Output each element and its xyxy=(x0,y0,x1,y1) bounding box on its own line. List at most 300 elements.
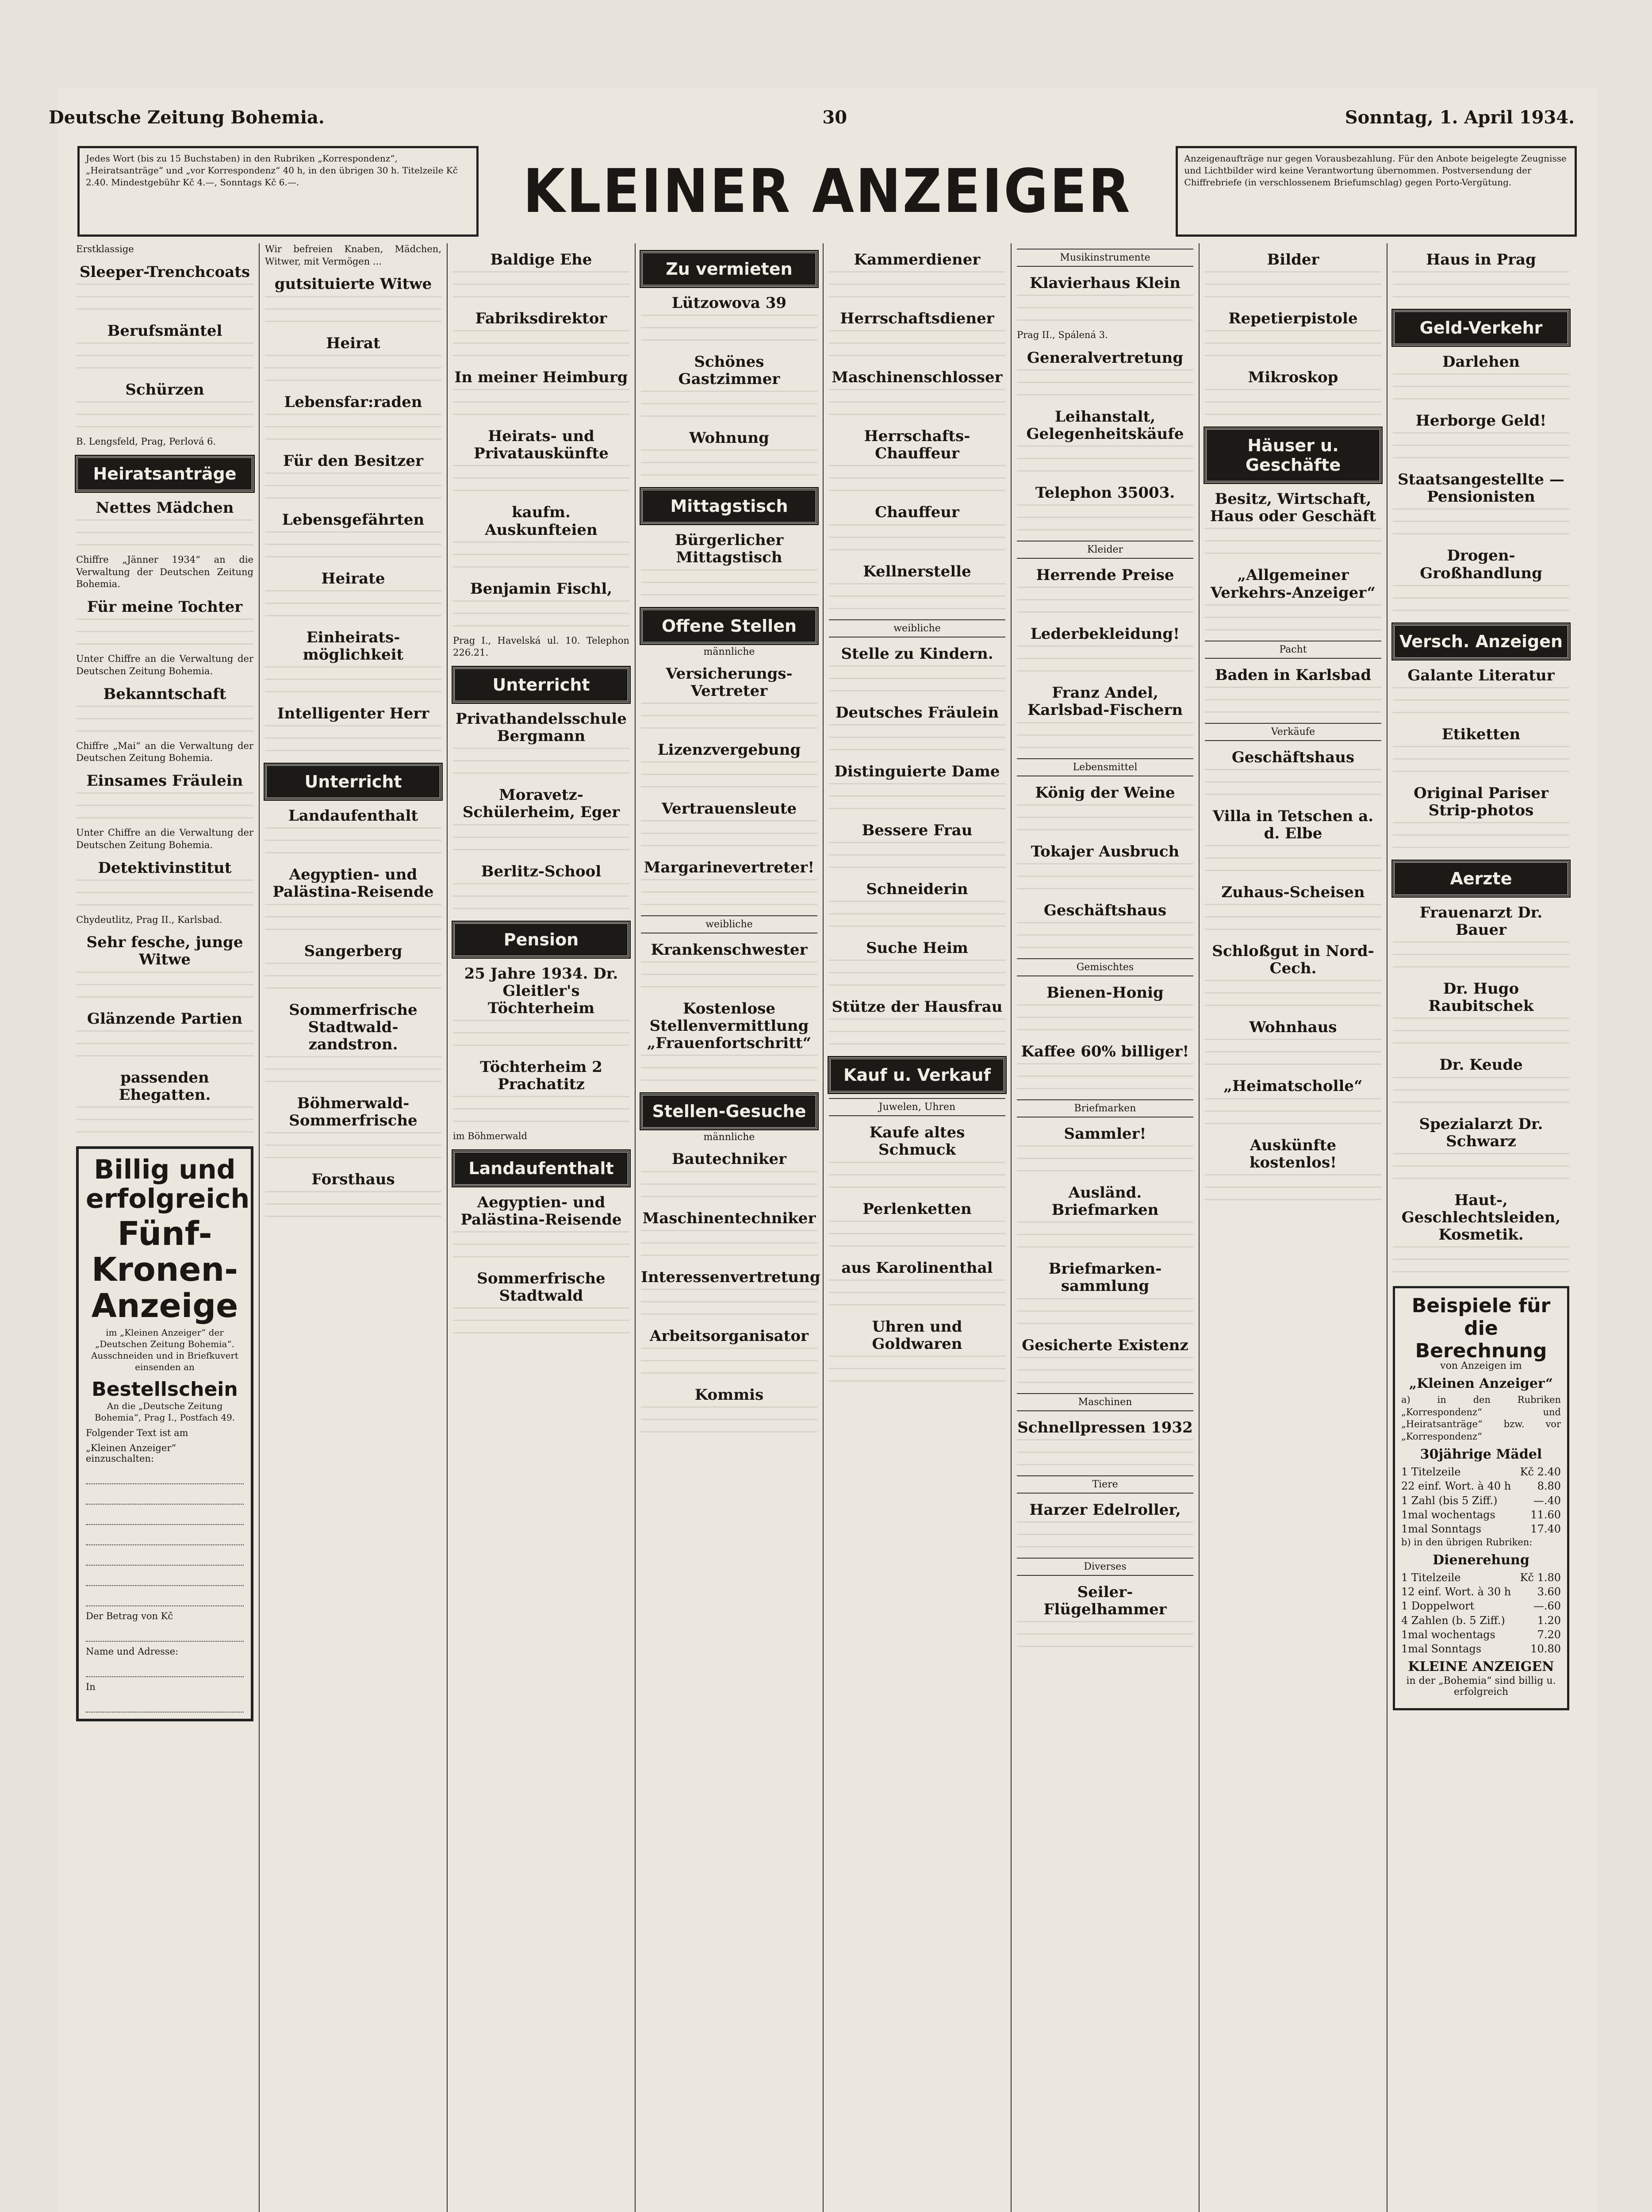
ad-headline: Original Pariser Strip-photos xyxy=(1414,784,1549,819)
ad-body-filler xyxy=(76,342,253,373)
ad-body-filler xyxy=(265,666,441,697)
promo-line2: Fünf-Kronen-Anzeige xyxy=(91,1214,238,1325)
rubric-subheader: männliche xyxy=(703,1132,755,1143)
ad-body-filler xyxy=(1205,528,1381,559)
examples-note-2: b) in den übrigen Rubriken: xyxy=(1401,1536,1533,1548)
order-text-line[interactable] xyxy=(86,1525,244,1545)
rubric-subheader: Briefmarken xyxy=(1017,1099,1193,1118)
ad-body-filler xyxy=(76,792,253,823)
ad-body-filler xyxy=(641,1171,817,1202)
ad-body-filler xyxy=(1205,1174,1381,1205)
ad-headline: Berufsmäntel xyxy=(107,322,222,340)
ad-body-filler xyxy=(1017,1621,1193,1652)
ad-body-filler xyxy=(829,583,1005,614)
ad-headline: Herrschaftsdiener xyxy=(840,310,994,328)
ad-body-filler xyxy=(76,972,253,1002)
calc-row xyxy=(1401,1465,1561,1479)
ad-headline: Auskünfte kostenlos! xyxy=(1249,1136,1337,1171)
ad-headline: Chauffeur xyxy=(875,503,959,522)
ad-headline: Mikroskop xyxy=(1248,369,1338,387)
order-fill-line[interactable] xyxy=(86,1621,244,1642)
ad-body-filler xyxy=(829,1162,1005,1193)
calc-label: 1mal Sonntags xyxy=(1401,1523,1482,1536)
ad-body-filler xyxy=(1017,445,1193,476)
five-crown-ad-promo xyxy=(76,1146,253,1722)
ad-headline: Für meine Tochter xyxy=(87,598,243,616)
ad-headline: Sangerberg xyxy=(304,942,402,960)
ad-body-filler xyxy=(265,963,441,994)
ad-headline: passenden Ehegatten. xyxy=(119,1068,211,1104)
ad-headline: Schönes Gastzimmer xyxy=(678,353,780,388)
order-fill-line[interactable] xyxy=(86,1657,244,1677)
ad-body-filler xyxy=(76,706,253,737)
section-title: KLEINER ANZEIGER xyxy=(523,156,1131,227)
ad-body-filler xyxy=(1017,645,1193,676)
ad-body-filler xyxy=(1017,295,1193,326)
ad-column xyxy=(259,243,447,2212)
ad-headline: Darlehen xyxy=(1442,353,1520,371)
ad-body-filler xyxy=(76,618,253,649)
ad-body-filler xyxy=(453,541,629,572)
rubric-subheader: Maschinen xyxy=(1017,1393,1193,1411)
order-text-label: Folgender Text ist am xyxy=(86,1428,188,1439)
calc-row xyxy=(1401,1585,1561,1599)
calc-row xyxy=(1401,1522,1561,1536)
ad-body-filler xyxy=(641,1289,817,1320)
ad-text: Unter Chiffre an die Verwaltung der Deutschen Zeitung Bohemia. xyxy=(76,653,253,676)
ad-body-filler xyxy=(453,1096,629,1127)
ad-headline: Für den Besitzer xyxy=(283,452,423,470)
calc-value: —.40 xyxy=(1533,1494,1561,1507)
ad-body-filler xyxy=(1017,1439,1193,1470)
ad-headline: Sammler! xyxy=(1064,1125,1146,1143)
ad-headline: Lederbekleidung! xyxy=(1030,625,1180,643)
ad-columns xyxy=(71,243,1575,2212)
ad-headline: Haus in Prag xyxy=(1426,251,1536,269)
rubric-header: Stellen-Gesuche xyxy=(641,1094,817,1129)
calc-label: 4 Zahlen (b. 5 Ziff.) xyxy=(1401,1614,1505,1627)
ad-headline: Schneiderin xyxy=(866,880,968,899)
ad-body-filler xyxy=(76,1106,253,1137)
order-fill-line[interactable] xyxy=(86,1692,244,1713)
ad-body-filler xyxy=(1017,1063,1193,1094)
running-head xyxy=(49,104,1575,131)
price-info-box: Jedes Wort (bis zu 15 Buchstaben) in den Rubriken „Korrespondenz“, „Heiratsanträge“ und „vor Korrespondenz“ 40 h, in den übrigen 30 h. Titelzeile Kč 2.40. Mindestgebühr Kč 4.—, Sonntags Kč 6.—. xyxy=(77,146,479,237)
ad-body-filler xyxy=(265,414,441,445)
ad-body-filler xyxy=(829,1018,1005,1049)
ad-headline: Berlitz-School xyxy=(481,862,602,880)
order-text-line[interactable] xyxy=(86,1464,244,1484)
ad-body-filler xyxy=(453,271,629,302)
ad-headline: Landaufenthalt xyxy=(288,807,418,825)
ad-headline: Drogen-Großhandlung xyxy=(1420,547,1542,582)
calc-label: 1 Doppelwort xyxy=(1401,1600,1475,1613)
rubric-header: Zu vermieten xyxy=(641,251,817,287)
ad-headline: Franz Andel, Karlsbad-Fischern xyxy=(1027,684,1183,719)
ad-headline: Uhren und Goldwaren xyxy=(872,1317,962,1353)
ad-headline: Versicherungs-Vertreter xyxy=(666,664,793,700)
ad-body-filler xyxy=(829,960,1005,991)
ad-headline: Herrschafts-Chauffeur xyxy=(864,427,970,463)
ad-body-filler xyxy=(265,725,441,756)
ad-text: Prag II., Spálená 3. xyxy=(1017,330,1108,341)
ad-body-filler xyxy=(1393,373,1569,404)
terms-info-box: Anzeigenaufträge nur gegen Vorausbezahlung. Für den Anbote beigelegte Zeugnisse und Lichtbilder wird keine Verantwortung übernommen. Postversendung der Chiffrebriefe (in verschlossenem Briefumschlag) gegen Porto-Vergütung. xyxy=(1176,146,1577,237)
ad-headline: In meiner Heimburg xyxy=(454,369,628,387)
ad-headline: Geschäftshaus xyxy=(1043,901,1167,919)
calc-label: 1 Titelzeile xyxy=(1401,1571,1461,1584)
ad-body-filler xyxy=(641,879,817,910)
ad-headline: Bautechniker xyxy=(672,1150,786,1168)
calc-row xyxy=(1401,1479,1561,1493)
ad-body-filler xyxy=(453,1231,629,1262)
ad-body-filler xyxy=(829,330,1005,361)
calc-value: 10.80 xyxy=(1530,1643,1561,1655)
ad-headline: Arbeitsorganisator xyxy=(650,1327,809,1345)
ad-body-filler xyxy=(641,703,817,733)
ad-body-filler xyxy=(1017,587,1193,618)
calc-value: 7.20 xyxy=(1537,1628,1561,1641)
ad-body-filler xyxy=(1205,330,1381,361)
ad-headline: Kellnerstelle xyxy=(863,562,971,580)
ad-body-filler xyxy=(1393,1153,1569,1184)
ad-headline: Maschinenschlosser xyxy=(832,369,1003,387)
ad-body-filler xyxy=(1017,722,1193,753)
calc-value: 11.60 xyxy=(1530,1509,1561,1521)
ad-headline: Briefmarken-sammlung xyxy=(1048,1260,1162,1295)
ad-headline: Forsthaus xyxy=(311,1171,395,1189)
rubric-header: Mittagstisch xyxy=(641,488,817,524)
order-text-line[interactable] xyxy=(86,1586,244,1606)
ad-body-filler xyxy=(641,961,817,992)
ad-headline: 25 Jahre 1934. Dr. Gleitler's Töchterheim xyxy=(464,964,618,1017)
ad-headline: „Allgemeiner Verkehrs-Anzeiger“ xyxy=(1211,566,1376,602)
ad-body-filler xyxy=(829,524,1005,555)
ad-body-filler xyxy=(1017,1145,1193,1176)
ad-headline: Bekanntschaft xyxy=(103,685,226,703)
ad-headline: Galante Literatur xyxy=(1407,666,1555,684)
rubric-header: Pension xyxy=(453,922,629,957)
ad-headline: Distinguierte Dame xyxy=(834,762,1000,780)
ad-headline: Stütze der Hausfrau xyxy=(832,998,1003,1016)
ad-body-filler xyxy=(641,1348,817,1379)
rubric-subheader: Kleider xyxy=(1017,541,1193,559)
rubric-header: Häuser u. Geschäfte xyxy=(1205,428,1381,483)
ad-body-filler xyxy=(1205,980,1381,1011)
ad-headline: Privathandelsschule Bergmann xyxy=(456,710,627,745)
ad-body-filler xyxy=(265,296,441,327)
ad-headline: Kammerdiener xyxy=(854,251,981,269)
ad-body-filler xyxy=(453,465,629,496)
ad-headline: Herborge Geld! xyxy=(1415,412,1547,430)
ad-headline: Lebensgefährten xyxy=(282,511,425,529)
ad-headline: Ausländ. Briefmarken xyxy=(1051,1184,1159,1219)
ad-body-filler xyxy=(641,1230,817,1261)
ad-body-filler xyxy=(76,401,253,432)
rubric-header: Aerzte xyxy=(1393,861,1569,896)
ad-text: B. Lengsfeld, Prag, Perlová 6. xyxy=(76,436,216,447)
ad-headline: Bilder xyxy=(1267,251,1319,269)
ad-body-filler xyxy=(1017,922,1193,953)
ad-body-filler xyxy=(76,1030,253,1061)
ad-headline: Heirats- und Privatauskünfte xyxy=(474,427,609,463)
calc-label: 22 einf. Wort. à 40 h xyxy=(1401,1480,1511,1493)
ad-body-filler xyxy=(1393,746,1569,777)
ad-headline: Leihanstalt, Gelegenheitskäufe xyxy=(1026,407,1184,443)
issue-date: Sonntag, 1. April 1934. xyxy=(1345,107,1575,128)
rubric-subheader: männliche xyxy=(703,646,755,657)
rubric-subheader: Tiere xyxy=(1017,1475,1193,1494)
ad-headline: Glänzende Partien xyxy=(87,1010,243,1028)
ad-headline: Dr. Hugo Raubitschek xyxy=(1428,980,1534,1015)
ad-headline: Deutsches Fräulein xyxy=(835,703,999,722)
ad-body-filler xyxy=(265,590,441,621)
ad-body-filler xyxy=(265,1132,441,1163)
ad-headline: Margarinevertreter! xyxy=(644,858,815,876)
ad-text: Wir befreien Knaben, Mädchen, Witwer, mit Vermögen ... xyxy=(265,244,441,267)
rubric-subheader: weibliche xyxy=(829,619,1005,637)
ad-headline: Baden in Karlsbad xyxy=(1215,666,1372,684)
ad-headline: Lizenzvergebung xyxy=(657,741,801,759)
ad-headline: Perlenketten xyxy=(862,1200,972,1218)
ad-body-filler xyxy=(829,389,1005,420)
order-text-line[interactable] xyxy=(86,1545,244,1566)
ad-headline: Wohnung xyxy=(689,429,769,447)
calc-value: 1.20 xyxy=(1537,1614,1561,1627)
ad-column xyxy=(1387,243,1575,2212)
ad-body-filler xyxy=(641,1055,817,1086)
ad-headline: Bienen-Honig xyxy=(1046,983,1164,1002)
rubric-header: Unterricht xyxy=(453,667,629,703)
ad-headline: Böhmerwald-Sommerfrische xyxy=(289,1094,418,1130)
ad-headline: Töchterheim 2 Prachatitz xyxy=(480,1058,602,1094)
calc-value: 17.40 xyxy=(1530,1523,1561,1536)
ad-column xyxy=(635,243,823,2212)
ad-headline: Maschinentechniker xyxy=(642,1209,816,1227)
examples-note: a) in den Rubriken „Korrespondenz“ und „Heiratsanträge“ bzw. vor „Korrespondenz“ xyxy=(1401,1394,1561,1442)
calc-row xyxy=(1401,1628,1561,1642)
ad-body-filler xyxy=(1205,687,1381,718)
rubric-subheader: Pacht xyxy=(1205,641,1381,659)
calc-label: 12 einf. Wort. à 30 h xyxy=(1401,1585,1511,1598)
ad-text: Unter Chiffre an die Verwaltung der Deutschen Zeitung Bohemia. xyxy=(76,827,253,850)
ad-body-filler xyxy=(1017,804,1193,835)
ad-body-filler xyxy=(829,783,1005,814)
ad-headline: Wohnhaus xyxy=(1249,1018,1337,1037)
ad-body-filler xyxy=(1205,845,1381,876)
ad-headline: Aegyptien- und Palästina-Reisende xyxy=(272,866,434,901)
ad-headline: Schloßgut in Nord-Cech. xyxy=(1212,942,1374,978)
order-text-line[interactable] xyxy=(86,1484,244,1505)
calc-value: Kč 1.80 xyxy=(1520,1571,1561,1584)
ad-headline: Sleeper-Trenchcoats xyxy=(79,263,250,281)
ad-headline: Haut-, Geschlechtsleiden, Kosmetik. xyxy=(1401,1191,1561,1244)
ad-text: Prag I., Havelská ul. 10. Telephon 226.21. xyxy=(453,635,629,658)
ad-headline: Repetierpistole xyxy=(1228,310,1358,328)
ad-text: Chiffre „Mai“ an die Verwaltung der Deutschen Zeitung Bohemia. xyxy=(76,740,253,764)
ad-text: Chydeutlitz, Prag II., Karlsbad. xyxy=(76,914,222,925)
ad-body-filler xyxy=(1393,508,1569,539)
ad-headline: Klavierhaus Klein xyxy=(1030,274,1181,292)
ad-body-filler xyxy=(76,519,253,550)
ad-headline: Sommerfrische Stadtwald-zandstron. xyxy=(289,1001,418,1053)
ad-headline: Geschäftshaus xyxy=(1231,748,1355,766)
rubric-header: Kauf u. Verkauf xyxy=(829,1057,1005,1093)
ad-headline: Frauenarzt Dr. Bauer xyxy=(1419,904,1543,939)
rubric-subheader: Lebensmittel xyxy=(1017,758,1193,776)
ad-headline: Etiketten xyxy=(1441,725,1521,743)
ad-headline: Einsames Fräulein xyxy=(86,772,243,790)
ad-body-filler xyxy=(76,879,253,910)
calc-label: 1mal wochentags xyxy=(1401,1509,1495,1521)
ad-body-filler xyxy=(641,1406,817,1437)
ad-headline: Aegyptien- und Palästina-Reisende xyxy=(460,1193,622,1229)
rubric-subheader: Musikinstrumente xyxy=(1017,249,1193,267)
ad-headline: „Heimatscholle“ xyxy=(1223,1077,1363,1095)
ad-column xyxy=(447,243,635,2212)
ad-body-filler xyxy=(1393,1246,1569,1277)
ad-body-filler xyxy=(265,531,441,562)
ad-headline: Kommis xyxy=(694,1386,764,1404)
ad-body-filler xyxy=(1205,1039,1381,1070)
ad-body-filler xyxy=(829,901,1005,932)
rubric-header: Landaufenthalt xyxy=(453,1151,629,1186)
ad-body-filler xyxy=(829,1356,1005,1386)
order-amount-label: Der Betrag von Kč xyxy=(86,1611,173,1622)
ad-headline: Nettes Mädchen xyxy=(96,499,234,517)
calc-label: 1 Titelzeile xyxy=(1401,1465,1461,1478)
calc-row xyxy=(1401,1508,1561,1522)
order-rubric-label: „Kleinen Anzeiger“ einzuschalten: xyxy=(86,1443,176,1464)
rubric-subheader: Juwelen, Uhren xyxy=(829,1098,1005,1116)
ad-column xyxy=(1011,243,1199,2212)
ad-body-filler xyxy=(1017,1298,1193,1329)
pricing-examples-box xyxy=(1393,1286,1569,1710)
ad-text: im Böhmerwald xyxy=(453,1131,527,1142)
ad-headline: Gesicherte Existenz xyxy=(1022,1336,1188,1354)
paper-name: Deutsche Zeitung Bohemia. xyxy=(49,107,325,128)
ad-headline: aus Karolinenthal xyxy=(841,1259,993,1277)
rubric-header: Geld-Verkehr xyxy=(1393,310,1569,346)
ad-headline: Herrende Preise xyxy=(1036,566,1174,584)
ad-headline: Harzer Edelroller, xyxy=(1029,1501,1181,1519)
ad-headline: Staatsangestellte — Pensionisten xyxy=(1398,471,1564,506)
example-ad-2: Dienerehung xyxy=(1433,1552,1529,1568)
order-place-label: In xyxy=(86,1682,96,1693)
ad-body-filler xyxy=(641,315,817,346)
ad-column xyxy=(71,243,259,2212)
examples-title: Beispiele für die Berechnung xyxy=(1411,1294,1551,1362)
ad-body-filler xyxy=(829,271,1005,302)
calc-value: 3.60 xyxy=(1537,1585,1561,1598)
ad-headline: Kaufe altes Schmuck xyxy=(869,1124,965,1159)
ad-body-filler xyxy=(1393,941,1569,972)
ad-body-filler xyxy=(1393,1077,1569,1108)
promo-lead: im „Kleinen Anzeiger“ der „Deutschen Zeitung Bohemia“. xyxy=(95,1327,234,1350)
ad-body-filler xyxy=(1017,863,1193,894)
ad-headline: Detektivinstitut xyxy=(98,859,232,877)
ad-body-filler xyxy=(829,1279,1005,1310)
ad-body-filler xyxy=(1017,1004,1193,1035)
rubric-header: Offene Stellen xyxy=(641,608,817,644)
ad-body-filler xyxy=(829,842,1005,873)
ad-body-filler xyxy=(1205,389,1381,420)
ad-headline: Sehr fesche, junge Witwe xyxy=(86,933,243,969)
ad-body-filler xyxy=(829,665,1005,696)
ad-headline: Lebensfar:raden xyxy=(284,393,422,411)
ad-column xyxy=(823,243,1011,2212)
ad-body-filler xyxy=(1205,604,1381,635)
ad-body-filler xyxy=(265,355,441,386)
ad-body-filler xyxy=(265,472,441,503)
ad-text: Erstklassige xyxy=(76,244,134,254)
calc-row xyxy=(1401,1571,1561,1585)
calc-label: 1mal wochentags xyxy=(1401,1628,1495,1641)
ad-body-filler xyxy=(641,820,817,851)
ad-headline: Besitz, Wirtschaft, Haus oder Geschäft xyxy=(1210,490,1376,526)
ad-body-filler xyxy=(453,748,629,779)
ad-body-filler xyxy=(641,569,817,600)
ad-body-filler xyxy=(265,1191,441,1222)
ad-body-filler xyxy=(453,1020,629,1051)
ad-headline: Heirat xyxy=(326,334,380,352)
ad-headline: Dr. Keude xyxy=(1439,1056,1523,1074)
order-text-line[interactable] xyxy=(86,1505,244,1525)
calc-row xyxy=(1401,1494,1561,1508)
examples-footer-title: KLEINE ANZEIGEN xyxy=(1408,1659,1554,1674)
rubric-header: Versch. Anzeigen xyxy=(1393,624,1569,659)
ad-headline: Einheirats-möglichkeit xyxy=(303,629,404,664)
ad-headline: Zuhaus-Scheisen xyxy=(1221,883,1365,902)
ad-body-filler xyxy=(265,904,441,935)
ad-headline: Stelle zu Kindern. xyxy=(841,645,993,663)
order-form-title: Bestellschein xyxy=(92,1378,238,1401)
calc-label: 1 Zahl (bis 5 Ziff.) xyxy=(1401,1494,1498,1507)
ad-headline: Bessere Frau xyxy=(862,821,973,839)
ad-body-filler xyxy=(453,330,629,361)
ad-headline: Bürgerlicher Mittagstisch xyxy=(675,531,784,567)
rubric-subheader: Diverses xyxy=(1017,1558,1193,1576)
ad-headline: Villa in Tetschen a. d. Elbe xyxy=(1212,807,1374,842)
ad-column xyxy=(1199,243,1387,2212)
order-text-line[interactable] xyxy=(86,1566,244,1586)
ad-headline: Spezialarzt Dr. Schwarz xyxy=(1419,1115,1543,1150)
examples-footer: in der „Bohemia“ sind billig u. erfolgreich xyxy=(1406,1675,1556,1697)
ad-headline: Schnellpressen 1932 xyxy=(1017,1418,1193,1436)
ad-body-filler xyxy=(453,883,629,914)
order-sender-label: Name und Adresse: xyxy=(86,1646,179,1657)
ad-body-filler xyxy=(641,761,817,792)
calc-value: —.60 xyxy=(1533,1600,1561,1613)
ad-body-filler xyxy=(1393,822,1569,853)
calc-row xyxy=(1401,1642,1561,1656)
calc-row xyxy=(1401,1599,1561,1613)
ad-headline: Sommerfrische Stadtwald xyxy=(477,1270,606,1305)
ad-body-filler xyxy=(1393,432,1569,463)
ad-body-filler xyxy=(453,389,629,420)
order-address: An die „Deutsche Zeitung Bohemia“, Prag I., Postfach 49. xyxy=(94,1401,235,1423)
ad-body-filler xyxy=(76,284,253,315)
ad-body-filler xyxy=(453,600,629,631)
calc-label: 1mal Sonntags xyxy=(1401,1643,1482,1655)
rubric-subheader: weibliche xyxy=(641,915,817,933)
masthead xyxy=(77,146,1577,237)
ad-headline: Schürzen xyxy=(125,380,204,399)
ad-headline: Suche Heim xyxy=(866,939,968,957)
ad-headline: Lützowova 39 xyxy=(671,294,787,312)
ad-headline: Fabriksdirektor xyxy=(475,310,607,328)
ad-body-filler xyxy=(829,724,1005,755)
